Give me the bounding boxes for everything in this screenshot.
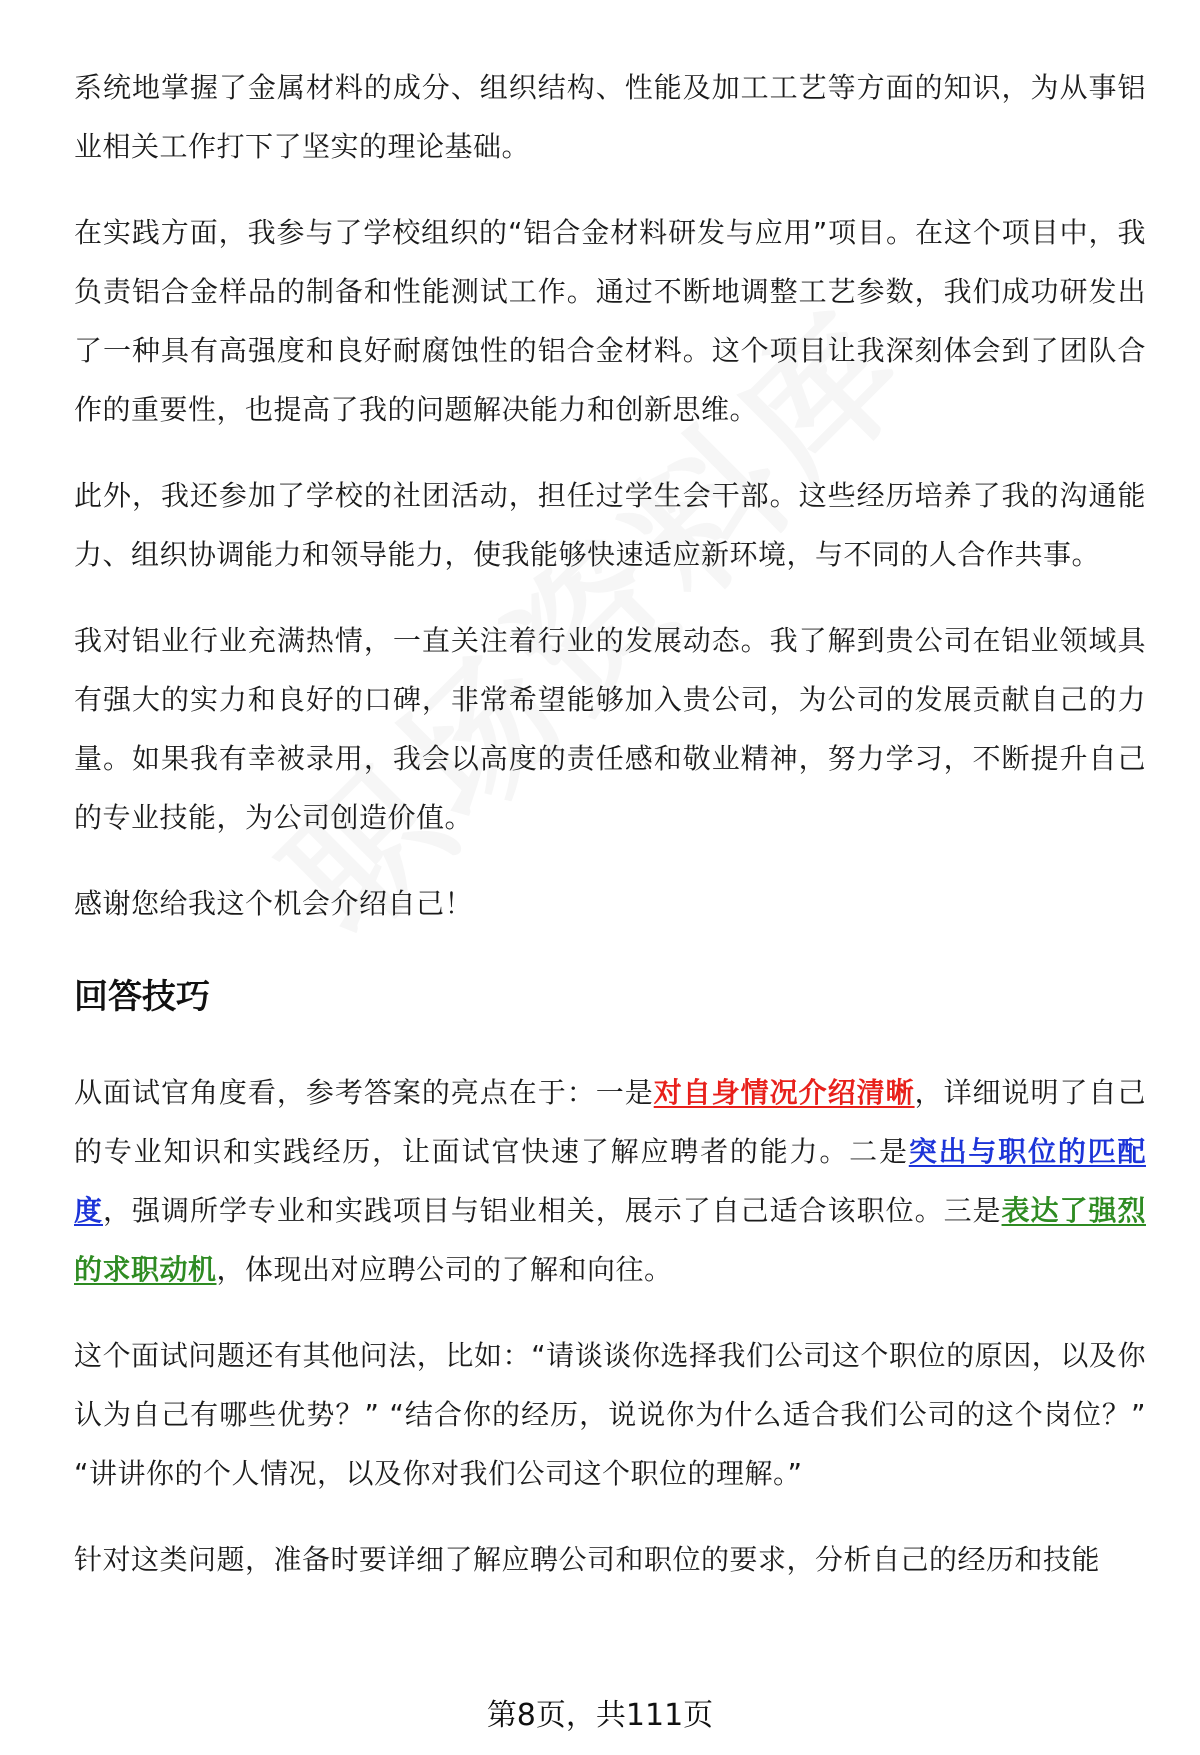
- tips-text: 从面试官角度看，参考答案的亮点在于：一是: [74, 1076, 654, 1109]
- tips-text: ，体现出对应聘公司的了解和向往。: [216, 1253, 673, 1286]
- tips-text: ，详细说明了自己的专业知识和实践经历，让面试官快速了解应聘者的能力。二是: [74, 1076, 1146, 1168]
- highlight-motivation: 表达了强烈的求职动机: [74, 1194, 1146, 1286]
- page-number: 第8页，共111页: [486, 1698, 714, 1733]
- paragraph-1: 系统地掌握了金属材料的成分、组织结构、性能及加工工艺等方面的知识，为从事铝业相关工作打下了坚实的理论基础。: [74, 71, 1146, 163]
- tips-text: ，强调所学专业和实践项目与铝业相关，展示了自己适合该职位。三是: [103, 1194, 1002, 1227]
- paragraph-4: 我对铝业行业充满热情，一直关注着行业的发展动态。我了解到贵公司在铝业领域具有强大的实力和良好的口碑，非常希望能够加入贵公司，为公司的发展贡献自己的力量。如果我有幸被录用，我会以高度的责任感和敬业精神，努力学习，不断提升自己的专业技能，为公司创造价值。: [74, 624, 1146, 834]
- paragraph-5: 感谢您给我这个机会介绍自己！: [74, 887, 474, 920]
- tips-paragraph-3: 针对这类问题，准备时要详细了解应聘公司和职位的要求，分析自己的经历和技能: [74, 1543, 1101, 1576]
- section-heading: 回答技巧: [74, 977, 210, 1017]
- paragraph-3: 此外，我还参加了学校的社团活动，担任过学生会干部。这些经历培养了我的沟通能力、组织协调能力和领导能力，使我能够快速适应新环境，与不同的人合作共事。: [74, 479, 1146, 571]
- highlight-clear-introduction: 对自身情况介绍清晰: [653, 1076, 915, 1109]
- paragraph-2: 在实践方面，我参与了学校组织的“铝合金材料研发与应用”项目。在这个项目中，我负责铝合金样品的制备和性能测试工作。通过不断地调整工艺参数，我们成功研发出了一种具有高强度和良好耐腐蚀性的铝合金材料。这个项目让我深刻体会到了团队合作的重要性，也提高了我的问题解决能力和创新思维。: [74, 216, 1146, 426]
- highlight-job-match: 突出与职位的匹配度: [74, 1135, 1146, 1227]
- tips-paragraph-1: [74, 1063, 1146, 1299]
- tips-paragraph-2: 这个面试问题还有其他问法，比如：“请谈谈你选择我们公司这个职位的原因，以及你认为自己有哪些优势？” “结合你的经历，说说你为什么适合我们公司的这个岗位？” “讲讲你的个人情况，以及你对我们公司这个职位的理解。”: [74, 1339, 1146, 1490]
- document-body: [74, 58, 1146, 1616]
